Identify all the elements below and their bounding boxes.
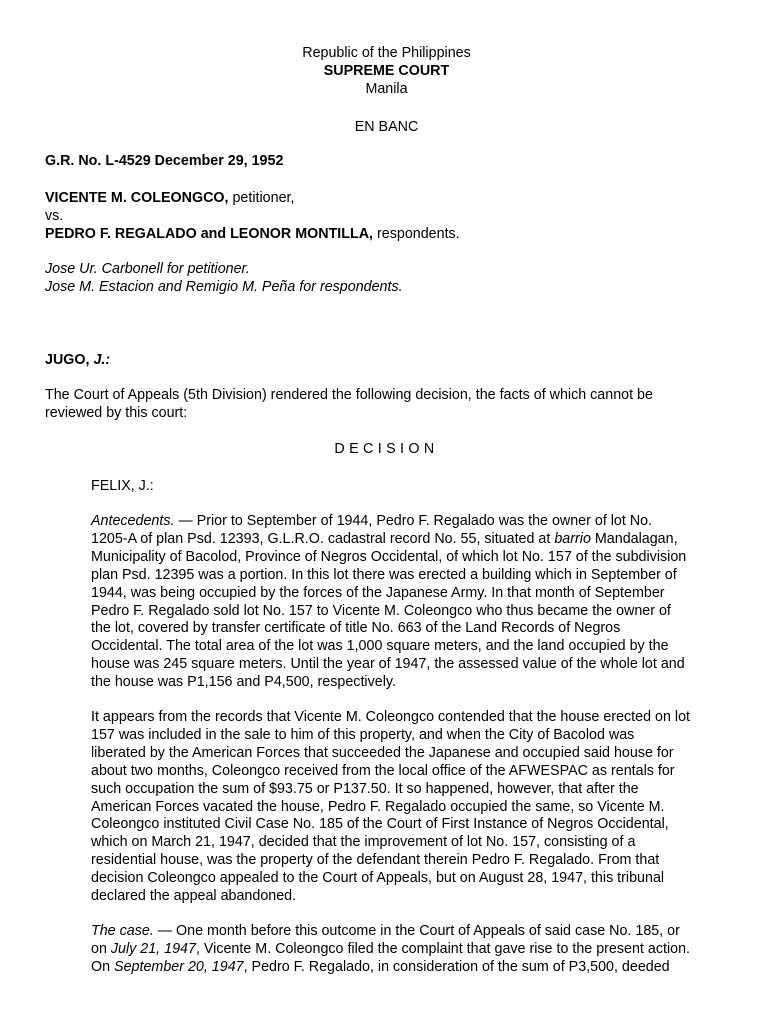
records-line-10: decision Coleongco appealed to the Court of Appeals, but on August 28, 1947, this tribunal [91,870,665,887]
antecedents-barrio: barrio [554,530,591,547]
antecedents-text-1: — Prior to September of 1944, Pedro F. Regalado was the owner of lot No. [174,513,653,529]
ponente [45,352,728,370]
antecedents-line-5: 1944, was being occupied by the forces of the Japanese Army. In that month of September [91,584,665,601]
the-case-paragraph [91,923,724,977]
court-city: Manila [365,80,408,97]
the-case-label: The case. [91,923,154,939]
intro-line-2: reviewed by this court: [45,404,188,421]
antecedents-paragraph [91,513,724,692]
respondent-names: PEDRO F. REGALADO and LEONOR MONTILLA, [45,225,374,242]
counsel-petitioner: Jose Ur. Carbonell for petitioner. [45,261,250,277]
records-paragraph [91,709,724,906]
decision-heading-text: DECISION [334,441,439,457]
gr-number [45,153,728,171]
versus-line: vs. [45,207,64,224]
records-line-6: American Forces vacated the house, Pedro F. Regalado occupied the same, so Vicente M. [91,798,665,815]
antecedents-label: Antecedents. [91,513,175,529]
division-line [45,119,728,137]
the-case-text-3a: On [91,958,115,975]
the-case-date-2: September 20, 1947 [114,958,244,975]
the-case-date-1: July 21, 1947 [110,940,196,957]
felix-text: FELIX, J.: [91,478,154,494]
intro-line-1: The Court of Appeals (5th Division) rendered the following decision, the facts of which cannot be [45,387,653,403]
antecedents-line-8: Occidental. The total area of the lot was 1,000 square meters, and the land occupied by the [91,638,669,655]
the-case-line-2 [91,941,724,959]
gr-number-text: G.R. No. L-4529 December 29, 1952 [45,153,284,169]
decision-heading [45,441,728,459]
records-line-9: residential house, was the property of the defendant therein Pedro F. Regalado. From that [91,852,660,869]
the-case-text-3b: , Pedro F. Regalado, in consideration of the sum of P3,500, deeded [243,958,670,975]
records-line-4: about two months, Coleongco received from the local office of the AFWESPAC as rentals for [91,762,675,779]
records-line-8: which on March 21, 1947, decided that the improvement of lot No. 157, consisting of a [91,834,636,851]
the-case-line-3 [91,959,724,977]
petitioner-role: petitioner, [228,190,295,206]
the-case-text-2a: on [91,940,111,957]
respondent-role: respondents. [373,225,460,242]
antecedents-text-2b: Mandalagan, [590,530,678,547]
petitioner-name: VICENTE M. COLEONGCO, [45,190,229,206]
antecedents-line-6: Pedro F. Regalado sold lot No. 157 to Vicente M. Coleongco who thus became the owner of [91,602,671,619]
records-line-1: It appears from the records that Vicente M. Coleongco contended that the house erected on lot [91,709,690,725]
division-text: EN BANC [354,119,419,135]
court-header [45,45,728,99]
antecedents-line-10: the house was P1,156 and P4,500, respectively. [91,674,396,691]
respondent-line [45,226,728,244]
the-case-text-2b: , Vicente M. Coleongco filed the complaint that gave rise to the present action. [195,940,690,957]
records-line-7: Coleongco instituted Civil Case No. 185 of the Court of First Instance of Negros Occidental, [91,816,669,833]
the-case-text-1: — One month before this outcome in the Court of Appeals of said case No. 185, or [153,923,680,939]
antecedents-line-7: the lot, covered by transfer certificate of title No. 663 of the Land Records of Negros [91,620,621,637]
antecedents-line-1 [91,513,724,531]
ponente-name: JUGO, [45,352,94,368]
ponente-suffix: J.: [93,352,111,368]
records-line-2: 157 was included in the sale to him of this property, and when the City of Bacolod was [91,726,635,743]
case-parties [45,190,728,244]
records-line-3: liberated by the American Forces that succeeded the Japanese and occupied said house for [91,744,674,761]
antecedents-line-2 [91,531,724,549]
court-name: SUPREME COURT [323,62,450,79]
petitioner-line [45,190,728,208]
counsel-respondents: Jose M. Estacion and Remigio M. Peña for respondents. [45,278,403,295]
republic-line: Republic of the Philippines [302,45,471,61]
felix-line [91,478,724,496]
records-line-11: declared the appeal abandoned. [91,888,297,905]
intro-paragraph [45,387,728,423]
counsel-block [45,261,728,297]
antecedents-line-4: plan Psd. 12395 was a portion. In this lot there was erected a building which in September of [91,566,677,583]
records-line-5: such occupation the sum of $93.75 or P137.50. It so happened, however, that after the [91,780,639,797]
antecedents-line-3: Municipality of Bacolod, Province of Negros Occidental, of which lot No. 157 of the subdivision [91,548,687,565]
antecedents-text-2a: 1205-A of plan Psd. 12393, G.L.R.O. cadastral record No. 55, situated at [91,530,555,547]
antecedents-line-9: house was 245 square meters. Until the year of 1947, the assessed value of the whole lot and [91,656,685,673]
the-case-line-1 [91,923,724,941]
